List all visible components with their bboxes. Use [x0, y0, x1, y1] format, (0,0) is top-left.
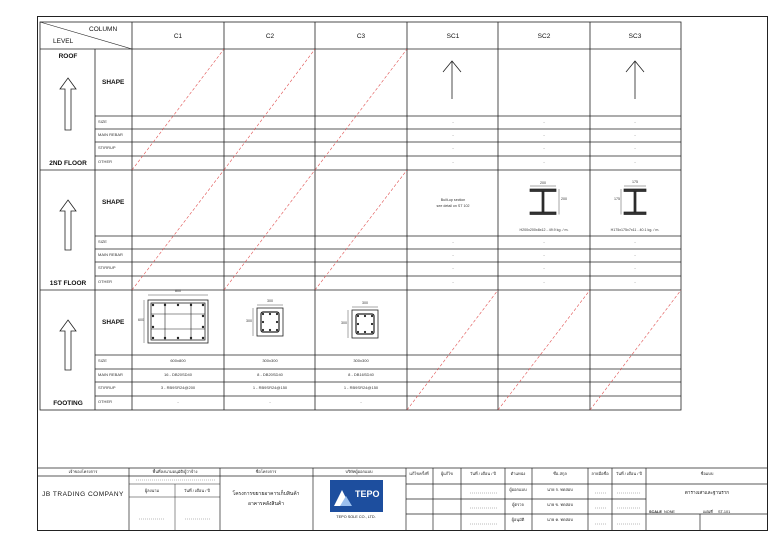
c2-stirrup: 1 - RB9SR24@150 — [252, 385, 288, 390]
level-1st-floor: 1ST FLOOR — [49, 280, 87, 287]
c1-section-icon — [144, 295, 208, 343]
sc1-note-line2: see detail on ST 102 — [436, 204, 470, 208]
cell-dash: - — [452, 252, 454, 257]
h-section-sc2-icon — [530, 186, 559, 215]
col-header-c1: C1 — [173, 33, 183, 40]
cell-dash: - — [634, 119, 636, 124]
row-label-other: OTHER — [98, 159, 112, 164]
sc2-dim-width: 200 — [540, 181, 546, 185]
approval-header: พื้นที่ลงนามอนุมัติ/ผู้ว่าจ้าง — [152, 469, 198, 474]
logo-text: TEPO — [355, 489, 380, 499]
cell-dash: - — [634, 159, 636, 164]
sign-date-header: วันที่ / เดือน / ปี — [616, 471, 642, 476]
c1-other: - — [177, 399, 179, 404]
cell-dash: - — [543, 119, 545, 124]
role-header: ตำแหน่ง — [510, 471, 526, 476]
sc2-dim-height: 200 — [561, 197, 567, 201]
approve-date-label: วันที่ / เดือน / ปี — [184, 488, 210, 493]
scale-label: SCALE — [649, 510, 662, 514]
row-label-stirrup: STIRRUP — [98, 265, 116, 270]
sc2-caption: H200x200x8x12 - 49.9 kg. / m. — [519, 228, 569, 232]
sc3-dim-width: 175 — [632, 180, 638, 184]
c3-other: - — [360, 399, 362, 404]
level-header-label: LEVEL — [53, 38, 74, 45]
c2-dim-height: 300 — [246, 319, 252, 323]
c1-dim-width: 800 — [175, 289, 181, 293]
row-label-shape: SHAPE — [102, 319, 125, 326]
cell-dash: - — [543, 252, 545, 257]
owner-header: เจ้าของโครงการ — [68, 469, 98, 474]
c3-dim-height: 300 — [341, 321, 347, 325]
cell-dash: - — [634, 239, 636, 244]
sc3-caption: H175x175x7x11 - 40.1 kg. / m. — [610, 228, 660, 232]
cell-dash: - — [452, 132, 454, 137]
name-approver: นาย ค. ทดสอบ — [547, 517, 573, 522]
rev-header: แก้ไขครั้งที่ — [409, 471, 429, 476]
name-designer: นาย ก. ทดสอบ — [547, 487, 573, 492]
cell-dash: - — [543, 159, 545, 164]
project-header: ชื่อโครงการ — [255, 469, 277, 474]
c1-dim-height: 600 — [138, 318, 144, 322]
project-name-line1: โครงการขยายอาคารเก็บสินค้า — [232, 491, 300, 497]
role-checker: ผู้ตรวจ — [512, 502, 524, 507]
cell-dash: - — [634, 132, 636, 137]
cell-dash: - — [543, 279, 545, 284]
name-header: ชื่อ-สกุล — [553, 471, 567, 476]
row-label-size: SIZE — [98, 358, 107, 363]
sheet-no-label: แผ่นที่ — [703, 510, 713, 514]
revisor-header: ผู้แก้ไข — [440, 471, 454, 476]
c3-stirrup: 1 - RB9SR24@150 — [343, 385, 379, 390]
row-label-main-rebar: MAIN REBAR — [98, 372, 123, 377]
row-label-main-rebar: MAIN REBAR — [98, 252, 123, 257]
cell-dash: - — [634, 252, 636, 257]
row-label-stirrup: STIRRUP — [98, 385, 116, 390]
row-label-other: OTHER — [98, 399, 112, 404]
c2-dim-width: 300 — [267, 299, 273, 303]
project-name-line2: อาคารคลังสินค้า — [247, 501, 285, 507]
row-label-size: SIZE — [98, 239, 107, 244]
row-label-other: OTHER — [98, 279, 112, 284]
role-approver: ผู้อนุมัติ — [511, 517, 525, 522]
c2-section-icon — [253, 305, 283, 336]
col-header-c3: C3 — [356, 33, 366, 40]
row-label-shape: SHAPE — [102, 199, 125, 206]
column-up-arrow-icons — [443, 61, 644, 99]
c2-size: 300x300 — [262, 358, 278, 363]
col-header-sc2: SC2 — [537, 33, 551, 40]
col-header-c2: C2 — [265, 33, 275, 40]
row-label-stirrup: STIRRUP — [98, 145, 116, 150]
cell-dash: - — [543, 265, 545, 270]
name-checker: นาย ข. ทดสอบ — [546, 502, 574, 507]
scale-value: NONE — [664, 510, 675, 514]
level-roof: ROOF — [58, 53, 78, 60]
c3-dim-width: 300 — [362, 301, 368, 305]
cell-dash: - — [543, 145, 545, 150]
cell-dash: - — [543, 239, 545, 244]
cell-dash: - — [452, 279, 454, 284]
cell-dash: - — [634, 145, 636, 150]
col-header-sc3: SC3 — [628, 33, 642, 40]
c3-size: 300x300 — [353, 358, 369, 363]
sc1-note-line1: Built-up section — [440, 198, 466, 202]
role-designer: ผู้ออกแบบ — [509, 487, 527, 492]
row-label-main-rebar: MAIN REBAR — [98, 132, 123, 137]
sheet-no: ST-101 — [718, 510, 731, 514]
c2-main-rebar: 8 - DB20SD40 — [257, 372, 283, 377]
column-header-label: COLUMN — [89, 26, 118, 33]
sheet-title: ตารางเสาและฐานราก — [684, 490, 730, 495]
approve-signer-label: ผู้ลงนาม — [144, 488, 160, 493]
cell-dash: - — [634, 265, 636, 270]
level-footing: FOOTING — [53, 400, 83, 407]
na-diagonals — [132, 49, 681, 410]
cell-dash: - — [634, 279, 636, 284]
col-header-sc1: SC1 — [446, 33, 460, 40]
cell-dash: - — [452, 159, 454, 164]
owner-name: JB TRADING COMPANY — [42, 491, 124, 498]
rev-date-header: วันที่ / เดือน / ปี — [470, 471, 496, 476]
row-label-size: SIZE — [98, 119, 107, 124]
cell-dash: - — [452, 119, 454, 124]
c1-main-rebar: 16 - DB20SD40 — [163, 372, 193, 377]
designer-header: บริษัทผู้ออกแบบ — [345, 469, 373, 474]
h-section-sc3-icon — [621, 186, 646, 215]
cell-dash: - — [452, 265, 454, 270]
logo-subtext: TEPO SOLE CO., LTD. — [336, 515, 376, 519]
c1-size: 600x800 — [170, 358, 186, 363]
cell-dash: - — [452, 239, 454, 244]
sign-header: ลายมือชื่อ — [591, 471, 609, 476]
sheet-title-header: ชื่อแบบ — [700, 471, 714, 476]
cell-dash: - — [543, 132, 545, 137]
title-block-grid — [37, 468, 768, 531]
cell-dash: - — [452, 145, 454, 150]
c3-section-icon — [348, 307, 378, 338]
level-arrow-icons — [60, 78, 76, 370]
c3-main-rebar: 8 - DB16SD40 — [348, 372, 374, 377]
level-2nd-floor: 2ND FLOOR — [49, 160, 87, 167]
row-label-shape: SHAPE — [102, 79, 125, 86]
sc3-dim-height: 175 — [614, 197, 620, 201]
c1-stirrup: 3 - RB9SR24@200 — [160, 385, 196, 390]
c2-other: - — [269, 399, 271, 404]
